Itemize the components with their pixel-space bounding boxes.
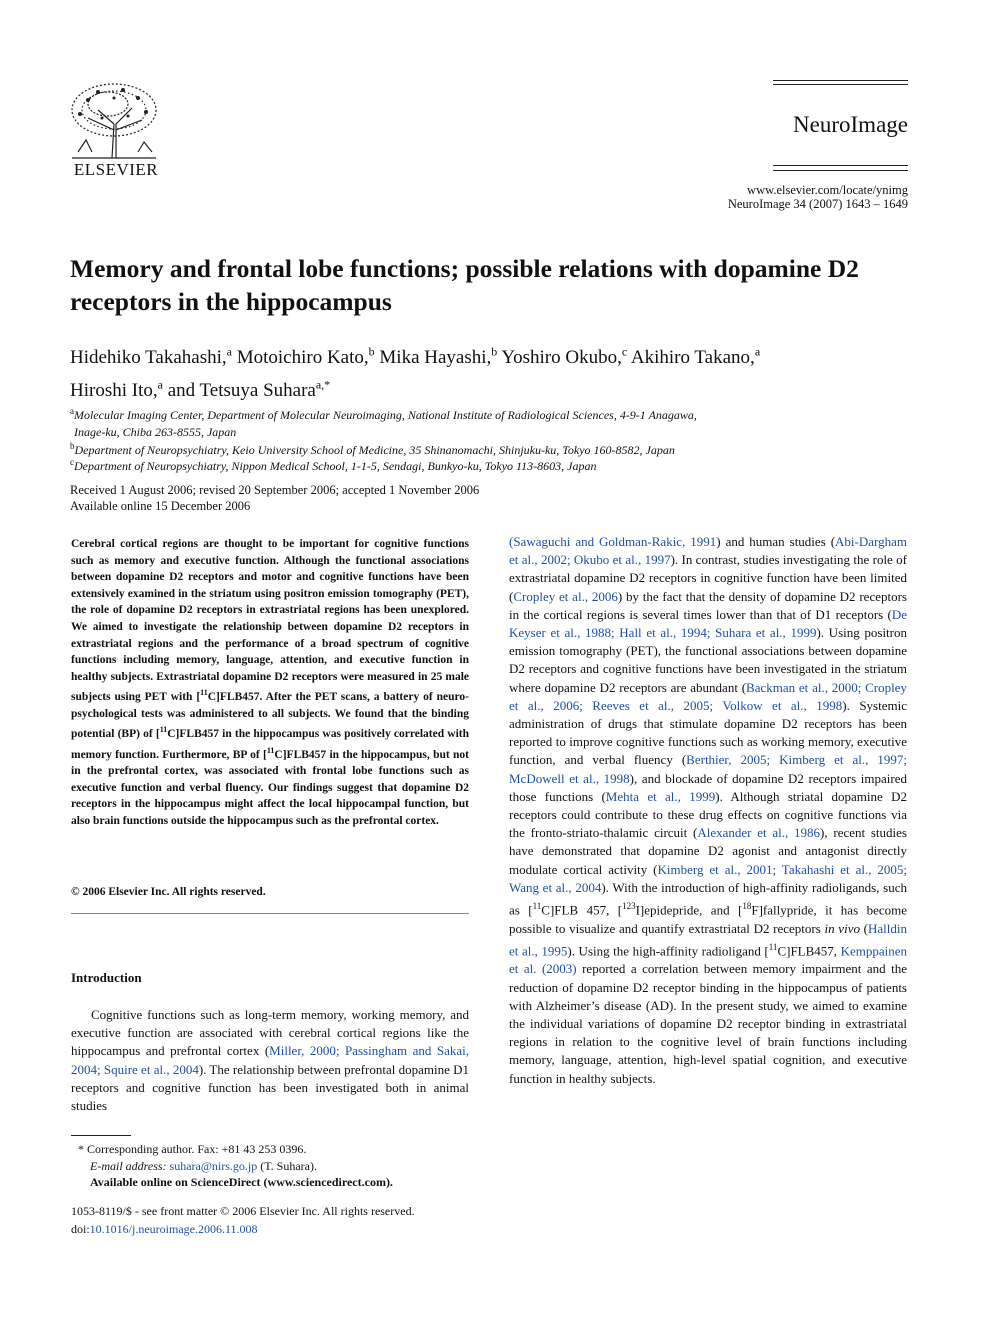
citation-link[interactable]: De Keyser et al., 1988; Hall et al., 1994; Suhara et al., 1999 (509, 606, 907, 641)
intro-paragraph-left: Cognitive functions such as long-term memory, working memory, and executive function are associated with cerebral cortical regions like the hippocampus and prefrontal cortex (Miller, 2000; Passingham and Sakai, 2004; Squire et al., 2004). The relationship between prefrontal dopamine D1 receptors and cognitive function has been investigated both in animal studies (71, 1007, 469, 1114)
section-heading: Introduction (71, 970, 142, 985)
elsevier-tree-icon (68, 80, 160, 160)
author-list (70, 339, 910, 404)
author: Akihiro Takano,$^a$ (630, 345, 761, 369)
citation-link[interactable]: Halldin et al., 1995 (509, 920, 907, 959)
available-date: Available online 15 December 2006 (70, 499, 251, 513)
affiliation: $^b$Department of Neuropsychiatry, Keio University School of Medicine, 35 Shinanomachi, Shinjuku-ku, Tokyo 160-8582, Japan (70, 441, 675, 457)
citation-link[interactable]: Mehta et al., 1999 (605, 788, 716, 804)
author: Motoichiro Kato,$^b$ (236, 345, 375, 369)
affiliation: $^c$Department of Neuropsychiatry, Nippon Medical School, 1-1-5, Sendagi, Bunkyo-ku, Tokyo 113-8603, Japan (70, 457, 597, 473)
author: Mika Hayashi,$^b$ (379, 345, 498, 369)
citation-link[interactable]: Abi-Dargham et al., 2002; Okubo et al., 1997 (509, 534, 907, 568)
doi-link[interactable]: 10.1016/j.neuroimage.2006.11.008 (89, 1222, 258, 1236)
affiliation: $^a$Molecular Imaging Center, Department of Molecular Neuroimaging, National Institute of Radiological Sciences, 4-9-1 Anagawa, Inage-ku, Chiba 263-8555, Japan (70, 406, 697, 439)
header-rule (773, 170, 908, 171)
author: Yoshiro Okubo,$^c$ (501, 345, 628, 369)
footnote-rule (71, 1135, 131, 1136)
citation-link[interactable]: Berthier, 2005; Kimberg et al., 1997; McDowell et al., 1998 (509, 752, 907, 786)
header-rule (773, 165, 908, 166)
abstract-copyright: © 2006 Elsevier Inc. All rights reserved. (71, 886, 266, 898)
header-rule (773, 80, 908, 81)
intro-paragraph-right: (Sawaguchi and Goldman-Rakic, 1991) and human studies (Abi-Dargham et al., 2002; Okubo et al., 1997). In contrast, studies investigating the role of extrastriatal dopamine D2 receptors in cognitive function have been limited (Cropley et al., 2006) by the fact that the density of dopamine D2 receptors in the cortical regions is several times lower than that of D1 receptors (De Keyser et al., 1988; Hall et al., 1994; Suhara et al., 1999). Using positron emission tomography (PET), the functional associations between dopamine D2 receptors and cognitive functions have been investigated in the striatum where dopamine D2 receptors are abundant (Backman et al., 2000; Cropley et al., 2006; Reeves et al., 2005; Volkow et al., 1998). Systemic administration of drugs that stimulate dopamine D2 receptors has been reported to improve cognitive functions such as working memory, executive function, and verbal fluency (Berthier, 2005; Kimberg et al., 1997; McDowell et al., 1998), and blockade of dopamine D2 receptors impaired those functions (Mehta et al., 1999). Although striatal dopamine D2 receptors could contribute to these drug effects on cognitive functions via the fronto-striato-thalamic circuit (Alexander et al., 1986), recent studies have demonstrated that dopamine D2 agonist and antagonist directly modulate cortical activity (Kimberg et al., 2001; Takahashi et al., 2005; Wang et al., 2004). With the introduction of high-affinity radioligands, such as [$^{11}$C]FLB 457, [$^{123}$I]epidepride, and [$^{18}$F]fallypride, it has become possible to visualize and quantify extrastriatal D2 receptors in vivo (Halldin et al., 1995). Using the high-affinity radioligand [$^{11}$C]FLB457, Kemppainen et al. (2003) reported a correlation between memory impairment and the reduction of dopamine D2 receptor binding in the hippocampus of patients with Alzheimer’s disease (AD). In the present study, we aimed to examine the individual variations of dopamine D2 receptor binding in extrastriatal regions in relation to the cognitive level of brain functions including memory, language, attention, high-level spatial cognition, and executive function in healthy subjects. (509, 534, 908, 1086)
elsevier-logo (68, 80, 164, 182)
email-link[interactable]: suhara@nirs.go.jp (169, 1159, 258, 1173)
citation-link[interactable]: Alexander et al., 1986 (697, 825, 821, 841)
author: and Tetsuya Suhara$^{a,*}$ (167, 377, 331, 401)
author: Hiroshi Ito,$^a$ (70, 377, 163, 401)
citation-link[interactable]: Kimberg et al., 2001; Takahashi et al., 2005; Wang et al., 2004 (509, 861, 907, 895)
citation-link[interactable]: Kemppainen et al. (2003) (509, 943, 908, 977)
front-matter-note: 1053-8119/$ - see front matter © 2006 Elsevier Inc. All rights reserved. (71, 1204, 415, 1218)
citation-link[interactable]: (Sawaguchi and Goldman-Rakic, 1991 (509, 534, 717, 549)
abstract-divider (71, 913, 469, 914)
journal-name: NeuroImage (793, 112, 908, 137)
article-title: Memory and frontal lobe functions; possible relations with dopamine D2 receptors in the hippocampus (70, 254, 859, 316)
citation-link[interactable]: Cropley et al., 2006 (513, 588, 618, 604)
citation-link[interactable]: Backman et al., 2000; Cropley et al., 2006; Reeves et al., 2005; Volkow et al., 1998 (509, 679, 907, 713)
citation-link[interactable]: Miller, 2000; Passingham and Sakai, 2004; Squire et al., 2004 (71, 1043, 469, 1077)
sciencedirect-note: Available online on ScienceDirect (www.sciencedirect.com). (90, 1175, 393, 1189)
received-dates: Received 1 August 2006; revised 20 September 2006; accepted 1 November 2006 (70, 483, 480, 497)
header-rule (773, 84, 908, 85)
corresponding-author-note: * Corresponding author. Fax: +81 43 253 0396. (78, 1142, 307, 1156)
abstract-text: Cerebral cortical regions are thought to be important for cognitive functions such as memory and executive function. Although the functional associations between dopamine D2 receptors and motor and cognitive functions have been extensively examined in the striatum using positron emission tomography (PET), the role of dopamine D2 receptors in extrastriatal regions has been unexplored. We aimed to investigate the relationship between dopamine D2 receptors in extrastriatal regions and the performance of a broad spectrum of cognitive functions including memory, language, attention, and executive function in healthy subjects. Extrastriatal dopamine D2 receptors were measured in 25 male subjects using PET with [$^{11}$C]FLB457. After the PET scans, a battery of neuro-psychological tests was administered to all subjects. We found that the binding potential (BP) of [$^{11}$C]FLB457 in the hippocampus was positively correlated with memory function. Furthermore, BP of [$^{11}$C]FLB457 in the hippocampus, but not in the prefrontal cortex, was associated with frontal lobe functions such as executive function and verbal fluency. Our findings suggest that dopamine D2 receptors in the hippocampus might affect the local hippocampal function, but also brain functions outside the hippocampus such as the prefrontal cortex. (71, 538, 469, 827)
doi-note: doi:10.1016/j.neuroimage.2006.11.008 (71, 1222, 258, 1236)
journal-citation: NeuroImage 34 (2007) 1643 – 1649 (727, 197, 908, 211)
author: Hidehiko Takahashi,$^a$ (70, 345, 232, 369)
email-note: E-mail address: suhara@nirs.go.jp (T. Suhara). (90, 1159, 318, 1173)
journal-url[interactable]: www.elsevier.com/locate/ynimg (747, 183, 908, 197)
elsevier-wordmark: ELSEVIER (73, 160, 159, 179)
